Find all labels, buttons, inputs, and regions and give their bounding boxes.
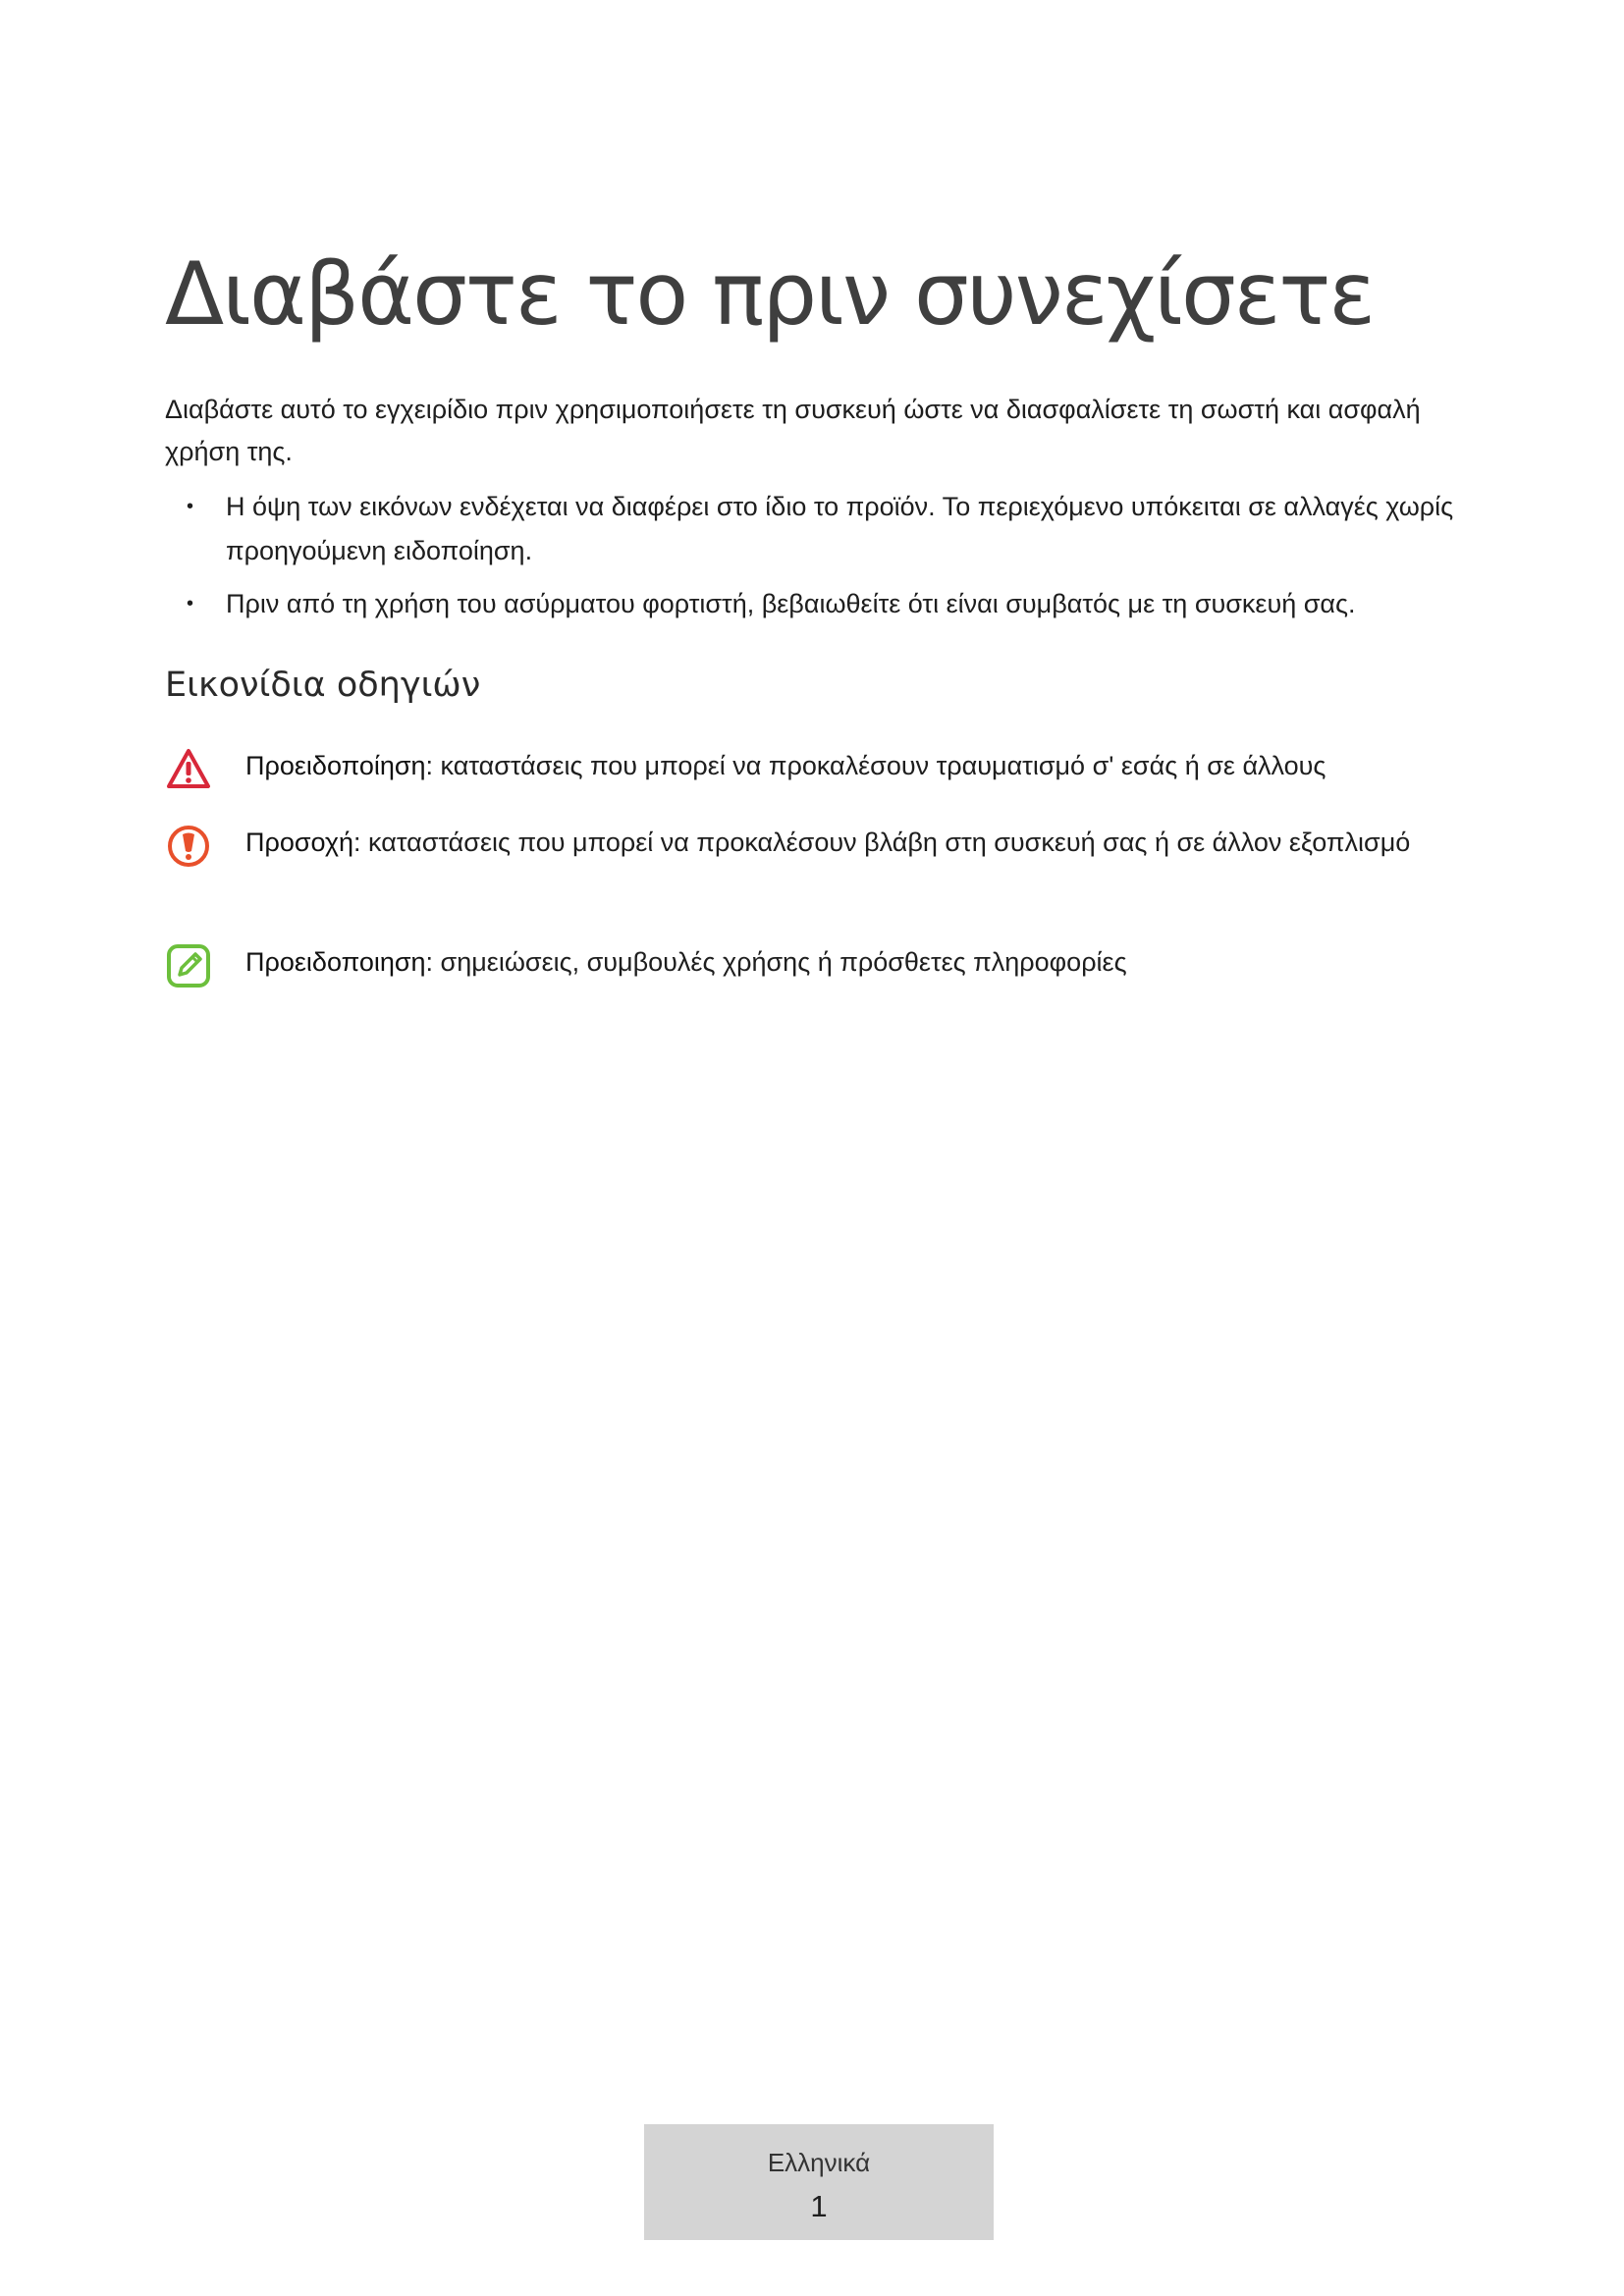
page-title: Διαβάστε το πριν συνεχίσετε bbox=[165, 243, 1374, 345]
page-number: 1 bbox=[810, 2189, 828, 2223]
list-item bbox=[165, 582, 1490, 626]
instruction-icon-row-warning bbox=[165, 752, 1490, 793]
bullet-marker: • bbox=[187, 496, 194, 517]
term-separator: : bbox=[353, 828, 361, 857]
icon-term: Προειδοποίηση bbox=[245, 751, 426, 780]
list-item-text: Πριν από τη χρήση του ασύρματου φορτιστή, βεβαιωθείτε ότι είναι συμβατός με τη συσκευή σας. bbox=[226, 589, 1356, 618]
instruction-icon-description bbox=[245, 940, 1127, 984]
term-separator: : bbox=[425, 751, 434, 780]
list-item bbox=[165, 485, 1490, 573]
intro-paragraph: Διαβάστε αυτό το εγχειρίδιο πριν χρησιμοποιήσετε τη συσκευή ώστε να διασφαλίσετε τη σωστή και ασφαλή χρήση της. bbox=[165, 395, 1421, 466]
warning-triangle-icon bbox=[165, 746, 212, 793]
notes-list bbox=[165, 485, 1490, 635]
instruction-icon-row-caution bbox=[165, 828, 1490, 870]
icon-description: σημειώσεις, συμβουλές χρήσης ή πρόσθετες πληροφορίες bbox=[433, 947, 1127, 977]
page-footer bbox=[644, 2124, 994, 2240]
instruction-icon-description bbox=[245, 821, 1410, 864]
icon-term: Προσοχή bbox=[245, 828, 354, 857]
icon-description: καταστάσεις που μπορεί να προκαλέσουν τραυματισμό σ' εσάς ή σε άλλους bbox=[433, 751, 1326, 780]
term-separator: : bbox=[425, 947, 434, 977]
note-pencil-icon bbox=[165, 942, 212, 989]
instruction-icon-description bbox=[245, 744, 1326, 787]
section-heading: Εικονίδια οδηγιών bbox=[165, 666, 481, 705]
footer-language: Ελληνικά bbox=[767, 2148, 871, 2177]
icon-description: καταστάσεις που μπορεί να προκαλέσουν βλάβη στη συσκευή σας ή σε άλλον εξοπλισμό bbox=[360, 828, 1411, 857]
icon-term: Προειδοποιηση bbox=[245, 947, 426, 977]
instruction-icon-row-note bbox=[165, 948, 1490, 989]
caution-exclamation-icon bbox=[165, 823, 212, 870]
list-item-text: Η όψη των εικόνων ενδέχεται να διαφέρει στο ίδιο το προϊόν. Το περιεχόμενο υπόκειται σε αλλαγές χωρίς προηγούμενη ειδοποίηση. bbox=[226, 492, 1454, 565]
bullet-marker: • bbox=[187, 593, 194, 614]
